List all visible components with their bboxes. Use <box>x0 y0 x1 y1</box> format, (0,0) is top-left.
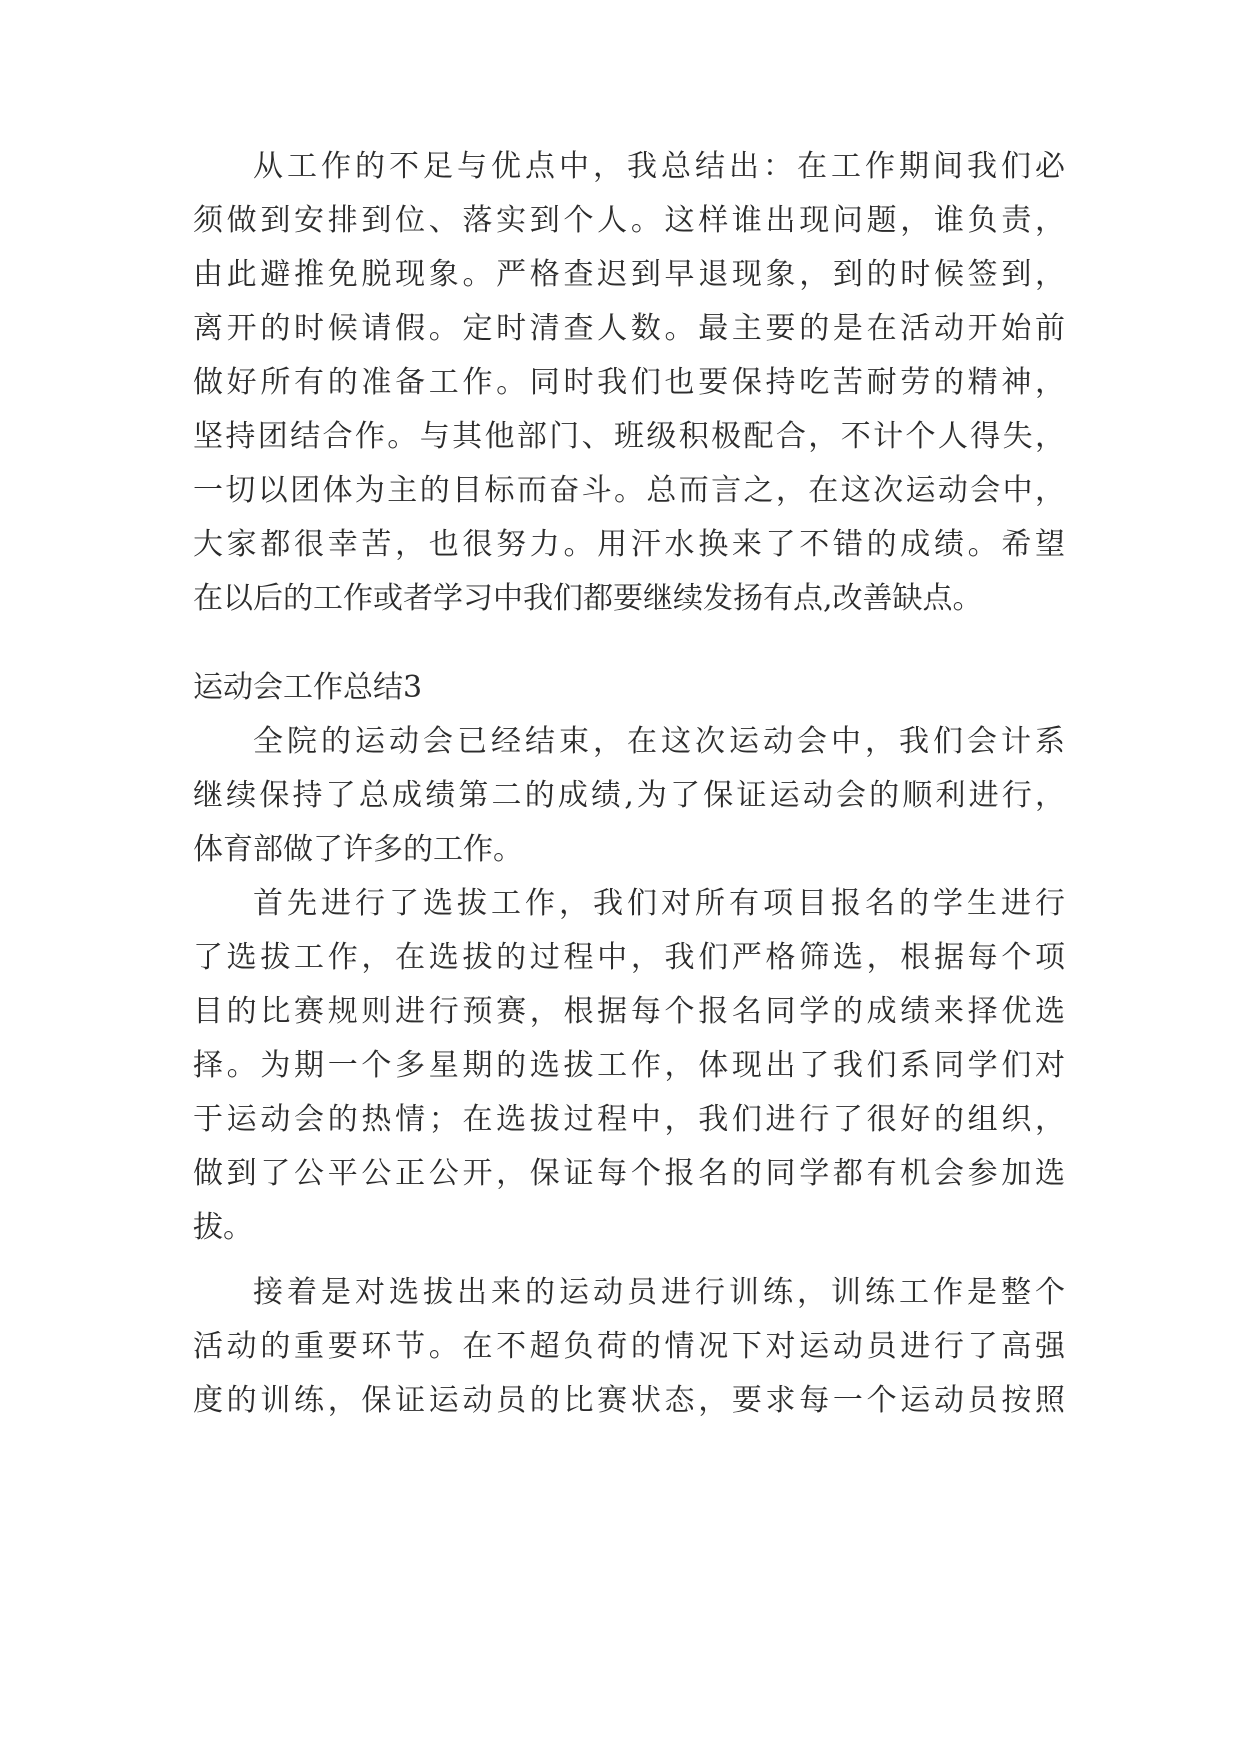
paragraph-2-line: 体育部做了许多的工作。 <box>193 832 523 867</box>
paragraph-1-line: 大家都很幸苦，也很努力。用汗水换来了不错的成绩。希望 <box>193 527 1065 562</box>
paragraph-3-line: 拔。 <box>193 1210 253 1245</box>
paragraph-1-line: 离开的时候请假。定时清查人数。最主要的是在活动开始前 <box>193 311 1065 346</box>
paragraph-4-line: 度的训练，保证运动员的比赛状态，要求每一个运动员按照 <box>193 1383 1065 1418</box>
paragraph-3-line: 目的比赛规则进行预赛，根据每个报名同学的成绩来择优选 <box>193 994 1065 1029</box>
paragraph-4-line: 活动的重要环节。在不超负荷的情况下对运动员进行了高强 <box>193 1329 1065 1364</box>
paragraph-1-line: 从工作的不足与优点中，我总结出：在工作期间我们必 <box>253 149 1065 184</box>
paragraph-1-line: 由此避推免脱现象。严格查迟到早退现象，到的时候签到， <box>193 257 1065 292</box>
paragraph-1-line: 做好所有的准备工作。同时我们也要保持吃苦耐劳的精神， <box>193 365 1065 400</box>
paragraph-2-line: 全院的运动会已经结束，在这次运动会中，我们会计系 <box>253 724 1065 759</box>
paragraph-1-line: 一切以团体为主的目标而奋斗。总而言之，在这次运动会中， <box>193 473 1065 508</box>
paragraph-3-line: 择。为期一个多星期的选拔工作，体现出了我们系同学们对 <box>193 1048 1065 1083</box>
paragraph-3-line: 首先进行了选拔工作，我们对所有项目报名的学生进行 <box>253 886 1065 921</box>
section-title: 运动会工作总结3 <box>193 670 423 705</box>
paragraph-1-line: 在以后的工作或者学习中我们都要继续发扬有点,改善缺点。 <box>193 581 983 616</box>
paragraph-2-line: 继续保持了总成绩第二的成绩,为了保证运动会的顺利进行， <box>193 778 1065 813</box>
paragraph-1-line: 须做到安排到位、落实到个人。这样谁出现问题，谁负责， <box>193 203 1065 238</box>
paragraph-3-line: 了选拔工作，在选拔的过程中，我们严格筛选，根据每个项 <box>193 940 1065 975</box>
paragraph-4-line: 接着是对选拔出来的运动员进行训练，训练工作是整个 <box>253 1275 1065 1310</box>
paragraph-3-line: 于运动会的热情；在选拔过程中，我们进行了很好的组织， <box>193 1102 1065 1137</box>
paragraph-3-line: 做到了公平公正公开，保证每个报名的同学都有机会参加选 <box>193 1156 1065 1191</box>
paragraph-1-line: 坚持团结合作。与其他部门、班级积极配合，不计个人得失， <box>193 419 1065 454</box>
